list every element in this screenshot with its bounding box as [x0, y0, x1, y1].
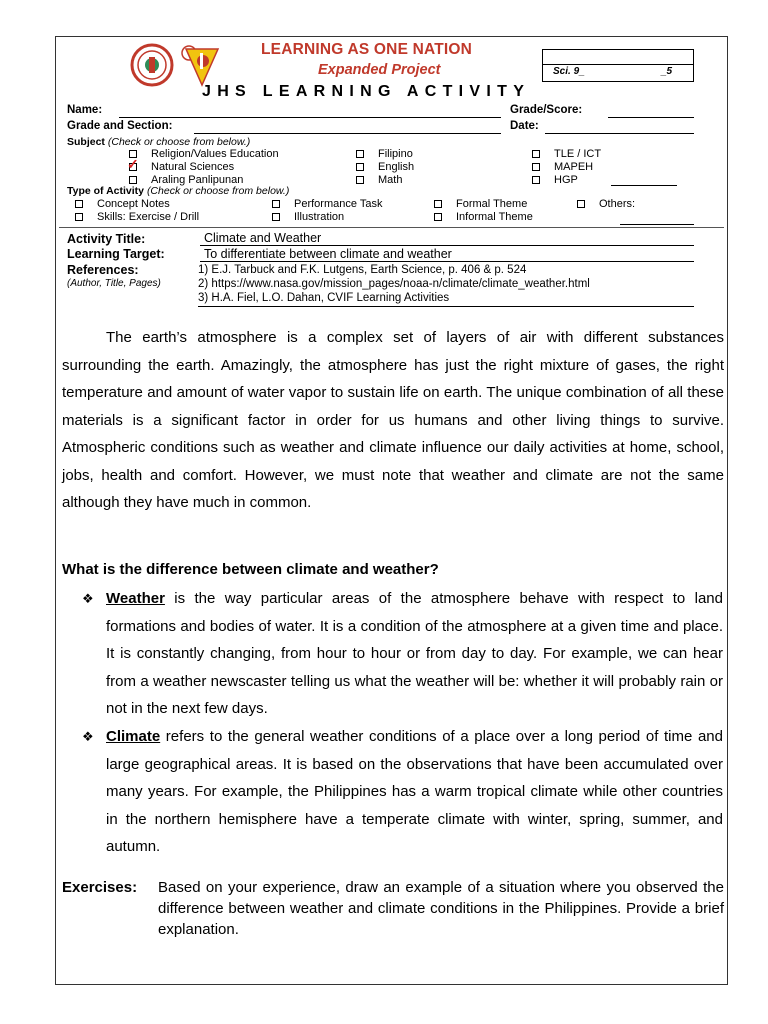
code-right: _5 [661, 66, 673, 77]
learning-target-line [200, 261, 694, 262]
checkbox-checked-icon[interactable] [127, 156, 139, 173]
climate-term: Climate [106, 728, 161, 745]
checkbox-icon[interactable] [434, 200, 442, 208]
diamond-bullet-icon: ❖ [82, 591, 94, 606]
checkbox-icon[interactable] [532, 163, 540, 171]
climate-definition: refers to the general weather conditions of a place over a long period of time and large geographical areas. It is based on the observations that have been accumulated over many years. For example, the Philippines has a warm tropical climate while other countries in the northern hemisphere have a temperate climate with winter, spring, summer, and autumn. [106, 728, 723, 855]
subject-mapeh[interactable]: MAPEH [532, 161, 593, 173]
checkbox-icon[interactable] [75, 213, 83, 221]
name-line[interactable] [119, 117, 501, 118]
subject-araling[interactable]: Araling Panlipunan [129, 174, 243, 186]
type-skills[interactable]: Skills: Exercise / Drill [75, 211, 199, 223]
date-line[interactable] [545, 133, 694, 134]
references-label: References: [67, 263, 139, 277]
type-concept-notes[interactable]: Concept Notes [75, 198, 170, 210]
checkbox-icon[interactable] [272, 213, 280, 221]
activity-type-heading [67, 185, 289, 197]
date-label: Date: [510, 120, 539, 132]
reference-3: 3) H.A. Fiel, L.O. Dahan, CVIF Learning Activities [198, 292, 450, 304]
subject-natural-sciences[interactable]: ✓ Natural Sciences [127, 156, 235, 173]
checkbox-icon[interactable] [356, 163, 364, 171]
subject-code-box [542, 49, 694, 82]
subject-label: Subject [67, 136, 105, 148]
checkbox-icon[interactable] [356, 176, 364, 184]
checkbox-icon[interactable] [129, 176, 137, 184]
subject-heading [67, 136, 250, 148]
type-performance-task[interactable]: Performance Task [272, 198, 382, 210]
exercises-label: Exercises: [62, 879, 138, 896]
learning-target-value: To differentiate between climate and weather [204, 247, 452, 261]
checkbox-icon[interactable] [532, 150, 540, 158]
question-heading: What is the difference between climate and weather? [62, 561, 439, 578]
weather-term: Weather [106, 590, 165, 607]
grade-section-line[interactable] [194, 133, 501, 134]
subject-hgp[interactable]: HGP [532, 174, 578, 186]
type-illustration[interactable]: Illustration [272, 211, 344, 223]
checkbox-icon[interactable] [75, 200, 83, 208]
reference-1: 1) E.J. Tarbuck and F.K. Lutgens, Earth Science, p. 406 & p. 524 [198, 264, 527, 276]
activity-type-label: Type of Activity [67, 185, 145, 197]
weather-definition: is the way particular areas of the atmosphere behave with respect to land formations and bodies of water. It is a condition of the atmosphere at a given time and place. It is constantly changing, from hour to hour or from day to day. For example, we can hear from a weather newscaster telling us what the weather will be: whether it will probably rain or not in the next few days. [106, 590, 723, 717]
org-title: LEARNING AS ONE NATION [261, 41, 473, 58]
school-seal-logo [130, 43, 174, 87]
activity-type-hint: (Check or choose from below.) [146, 185, 290, 197]
name-label: Name: [67, 104, 103, 116]
reference-2[interactable]: 2) https://www.nasa.gov/mission_pages/noaa-n/climate/climate_weather.html [198, 278, 590, 290]
climate-bullet [82, 723, 723, 861]
references-hint: (Author, Title, Pages) [67, 278, 161, 289]
learning-target-label: Learning Target: [67, 247, 165, 261]
references-line [198, 306, 694, 307]
subject-math[interactable]: Math [356, 174, 402, 186]
subject-religion[interactable]: Religion/Values Education [129, 148, 279, 160]
grade-score-line[interactable] [608, 117, 694, 118]
code-left: Sci. 9_ [553, 66, 585, 77]
others-line[interactable] [620, 224, 694, 225]
intro-paragraph: The earth’s atmosphere is a complex set of layers of air with different substances surrounding the earth. Amazingly, the atmosphere has just the right mixture of gases, the right temperature and amount of water vapor to sustain life on earth. The unique combination of all these materials is a significant factor in order for us humans and other living things to survive. Atmospheric conditions such as weather and climate influence our daily activities at home, school, jobs, health and comfort. However, we must note that weather and climate are not the same although they have much in common. [62, 329, 724, 511]
grade-section-label: Grade and Section: [67, 120, 173, 132]
diamond-bullet-icon: ❖ [82, 729, 94, 744]
activity-heading: JHS LEARNING ACTIVITY [202, 83, 531, 100]
activity-title-label: Activity Title: [67, 232, 146, 246]
red-checkmark-icon: ✓ [127, 156, 139, 173]
activity-title-line [200, 245, 694, 246]
checkbox-icon[interactable] [434, 213, 442, 221]
checkbox-icon[interactable] [532, 176, 540, 184]
exercises-block [62, 877, 724, 940]
project-subtitle: Expanded Project [318, 62, 441, 78]
type-others[interactable]: Others: [577, 198, 635, 210]
section-divider [59, 227, 724, 228]
hgp-line[interactable] [611, 185, 677, 186]
checkbox-icon[interactable] [356, 150, 364, 158]
exercises-text: Based on your experience, draw an example of a situation where you observed the difference between weather and climate conditions in the Philippines. Provide a brief explanation. [158, 879, 724, 938]
grade-score-label: Grade/Score: [510, 104, 583, 116]
type-formal-theme[interactable]: Formal Theme [434, 198, 527, 210]
subject-english[interactable]: English [356, 161, 414, 173]
checkbox-icon[interactable] [577, 200, 585, 208]
subject-hint: (Check or choose from below.) [107, 136, 251, 148]
subject-tle[interactable]: TLE / ICT [532, 148, 601, 160]
weather-bullet [82, 585, 723, 723]
checkbox-icon[interactable] [272, 200, 280, 208]
activity-title-value: Climate and Weather [204, 231, 322, 245]
type-informal-theme[interactable]: Informal Theme [434, 211, 533, 223]
subject-filipino[interactable]: Filipino [356, 148, 413, 160]
